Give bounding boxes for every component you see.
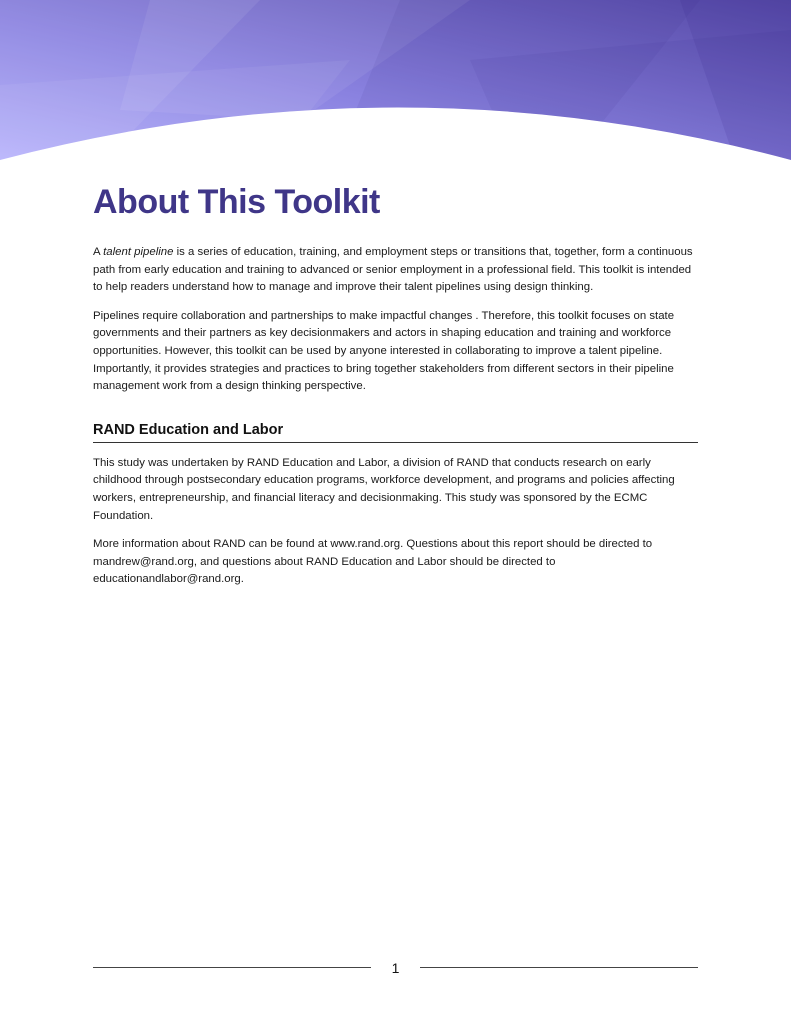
section-heading: RAND Education and Labor (93, 420, 698, 443)
page-number: 1 (391, 960, 400, 976)
intro-rest: is a series of education, training, and employment steps or transitions that, together, form a continuous path from early education and training to advanced or senior employment in a professional field. This toolkit is intended to help readers understand how to manage and improve their talent pipelines using design thinking. (93, 246, 693, 294)
main-content (93, 180, 698, 600)
talent-pipeline-term: talent pipeline (103, 246, 174, 258)
section-paragraph-1: This study was undertaken by RAND Education and Labor, a division of RAND that conducts research on early childhood through postsecondary education programs, workforce development, and programs and policies affecting workers, entrepreneurship, and financial literacy and decisionmaking. This study was sponsored by the ECMC Foundation. (93, 456, 675, 522)
header-decorative-band (0, 0, 791, 175)
footer-rule-right (420, 967, 698, 968)
footer-rule-left (93, 967, 371, 968)
section-paragraph-2: More information about RAND can be found at www.rand.org. Questions about this report should be directed to mandrew@rand.org, and questions about RAND Education and Labor should be directed to educationandlabor@rand.org. (93, 538, 653, 586)
page-title: About This Toolkit (93, 183, 380, 221)
intro-paragraph-2: Pipelines require collaboration and partnerships to make impactful changes . Therefore, this toolkit focuses on state governments and their partners as key decisionmakers and actors in shaping education and training and workforce opportunities. However, this toolkit can be used by anyone interested in collaborating to improve a talent pipeline. Importantly, it provides strategies and practices to bring together stakeholders from different sectors in their pipeline management work from a design thinking perspective. (93, 309, 675, 393)
page-footer (93, 958, 698, 978)
section-body (93, 455, 698, 589)
intro-paragraph-1 (93, 244, 698, 297)
intro-prefix: A (93, 246, 104, 258)
